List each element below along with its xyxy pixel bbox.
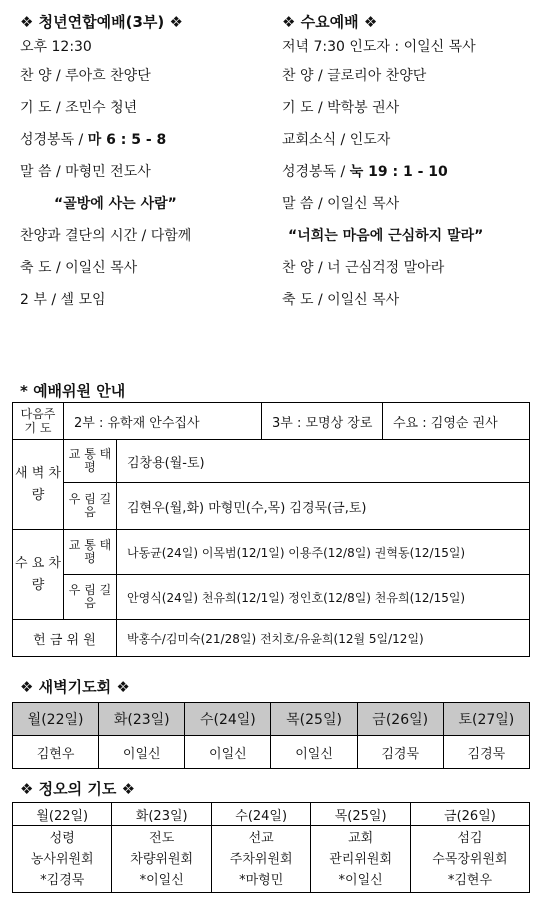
route-label: 우 림 길 음 (64, 483, 117, 530)
duty-table (12, 402, 530, 657)
duty-title: * 예배위원 안내 (20, 382, 126, 400)
dawn-traffic-value: 김창용(월-토) (117, 440, 530, 483)
day-header: 월(22일) (13, 803, 112, 826)
table-row (13, 530, 530, 575)
wed-line-praise2: 찬 양 / 너 근심걱정 말아라 (282, 260, 445, 276)
table-row (13, 803, 530, 826)
wed-sermon-title: “너희는 마음에 근심하지 말라” (288, 228, 484, 244)
dawn-prayer-table (12, 702, 530, 769)
table-row (13, 826, 530, 893)
day-header: 월(22일) (13, 703, 99, 736)
prayer-topic-cell: 성령 농사위원회 *김경묵 (13, 826, 112, 893)
traffic-label: 교 통 태 평 (64, 530, 117, 575)
day-header: 수(24일) (211, 803, 310, 826)
table-row (13, 403, 530, 440)
dawn-route-value: 김현우(월,화) 마형민(수,목) 김경묵(금,토) (117, 483, 530, 530)
day-header: 금(26일) (410, 803, 529, 826)
day-header: 금(26일) (357, 703, 443, 736)
third-service-prayer: 3부 : 모명상 장로 (262, 403, 383, 440)
noon-prayer-title: ❖ 정오의 기도 ❖ (20, 780, 136, 798)
prayer-topic-cell: 교회 관리위원회 *이일신 (311, 826, 410, 893)
prayer-topic-cell: 전도 차량위원회 *이일신 (112, 826, 211, 893)
union-line-sermon: 말 씀 / 마형민 전도사 (20, 164, 151, 180)
wed-line-praise: 찬 양 / 글로리아 찬양단 (282, 68, 427, 84)
day-header: 수(24일) (185, 703, 271, 736)
wednesday-vehicle-label: 수 요 차 량 (13, 530, 64, 620)
traffic-label: 교 통 태 평 (64, 440, 117, 483)
route-label: 우 림 길 음 (64, 575, 117, 620)
union-sermon-title: “골방에 사는 사람” (54, 196, 177, 212)
table-row (13, 483, 530, 530)
union-line-part2: 2 부 / 셀 모임 (20, 292, 106, 308)
day-header: 토(27일) (443, 703, 529, 736)
table-row (13, 575, 530, 620)
day-header: 화(23일) (112, 803, 211, 826)
wed-line-prayer: 기 도 / 박학봉 권사 (282, 100, 400, 116)
prayer-topic-cell: 선교 주차위원회 *마형민 (211, 826, 310, 893)
wednesday-service-title: ❖ 수요예배 ❖ (282, 13, 378, 31)
union-line-prayer: 기 도 / 조민수 청년 (20, 100, 138, 116)
wed-line-scripture: 성경봉독 / 눅 19 : 1 - 10 (282, 164, 448, 180)
prayer-topic-cell: 섬김 수목장위원회 *김현우 (410, 826, 529, 893)
wed-line-sermon: 말 씀 / 이일신 목사 (282, 196, 400, 212)
dawn-prayer-title: ❖ 새벽기도회 ❖ (20, 678, 130, 696)
table-row (13, 703, 530, 736)
leader-cell: 김경묵 (443, 736, 529, 769)
table-row (13, 440, 530, 483)
offering-value: 박홍수/김미숙(21/28일) 전치호/유윤희(12월 5일/12일) (117, 620, 530, 657)
noon-prayer-table (12, 802, 530, 893)
union-line-praise: 찬 양 / 루아흐 찬양단 (20, 68, 151, 84)
next-week-prayer-label: 다음주 기 도 (13, 403, 64, 440)
dawn-vehicle-label: 새 벽 차 량 (13, 440, 64, 530)
union-line-response: 찬양과 결단의 시간 / 다함께 (20, 228, 192, 244)
leader-cell: 김경묵 (357, 736, 443, 769)
leader-cell: 이일신 (99, 736, 185, 769)
wed-route-value: 안영식(24일) 천유희(12/1일) 정인호(12/8일) 천유희(12/15일) (117, 575, 530, 620)
wednesday-service-section (282, 10, 532, 316)
wednesday-service-time: 저녁 7:30 인도자 : 이일신 목사 (282, 39, 476, 55)
table-row (13, 620, 530, 657)
wednesday-prayer: 수요 : 김영순 권사 (383, 403, 530, 440)
wed-line-news: 교회소식 / 인도자 (282, 132, 391, 148)
wed-traffic-value: 나동균(24일) 이목범(12/1일) 이용주(12/8일) 권혁동(12/15일) (117, 530, 530, 575)
union-service-section (20, 10, 270, 316)
table-row (13, 736, 530, 769)
second-service-prayer: 2부 : 유학재 안수집사 (64, 403, 262, 440)
offering-label: 헌 금 위 원 (13, 620, 117, 657)
day-header: 화(23일) (99, 703, 185, 736)
day-header: 목(25일) (271, 703, 357, 736)
union-service-title: ❖ 청년연합예배(3부) ❖ (20, 13, 183, 31)
union-line-scripture: 성경봉독 / 마 6 : 5 - 8 (20, 132, 167, 148)
union-service-time: 오후 12:30 (20, 39, 92, 55)
leader-cell: 이일신 (271, 736, 357, 769)
union-line-benediction: 축 도 / 이일신 목사 (20, 260, 138, 276)
leader-cell: 이일신 (185, 736, 271, 769)
leader-cell: 김현우 (13, 736, 99, 769)
day-header: 목(25일) (311, 803, 410, 826)
wed-line-benediction: 축 도 / 이일신 목사 (282, 292, 400, 308)
